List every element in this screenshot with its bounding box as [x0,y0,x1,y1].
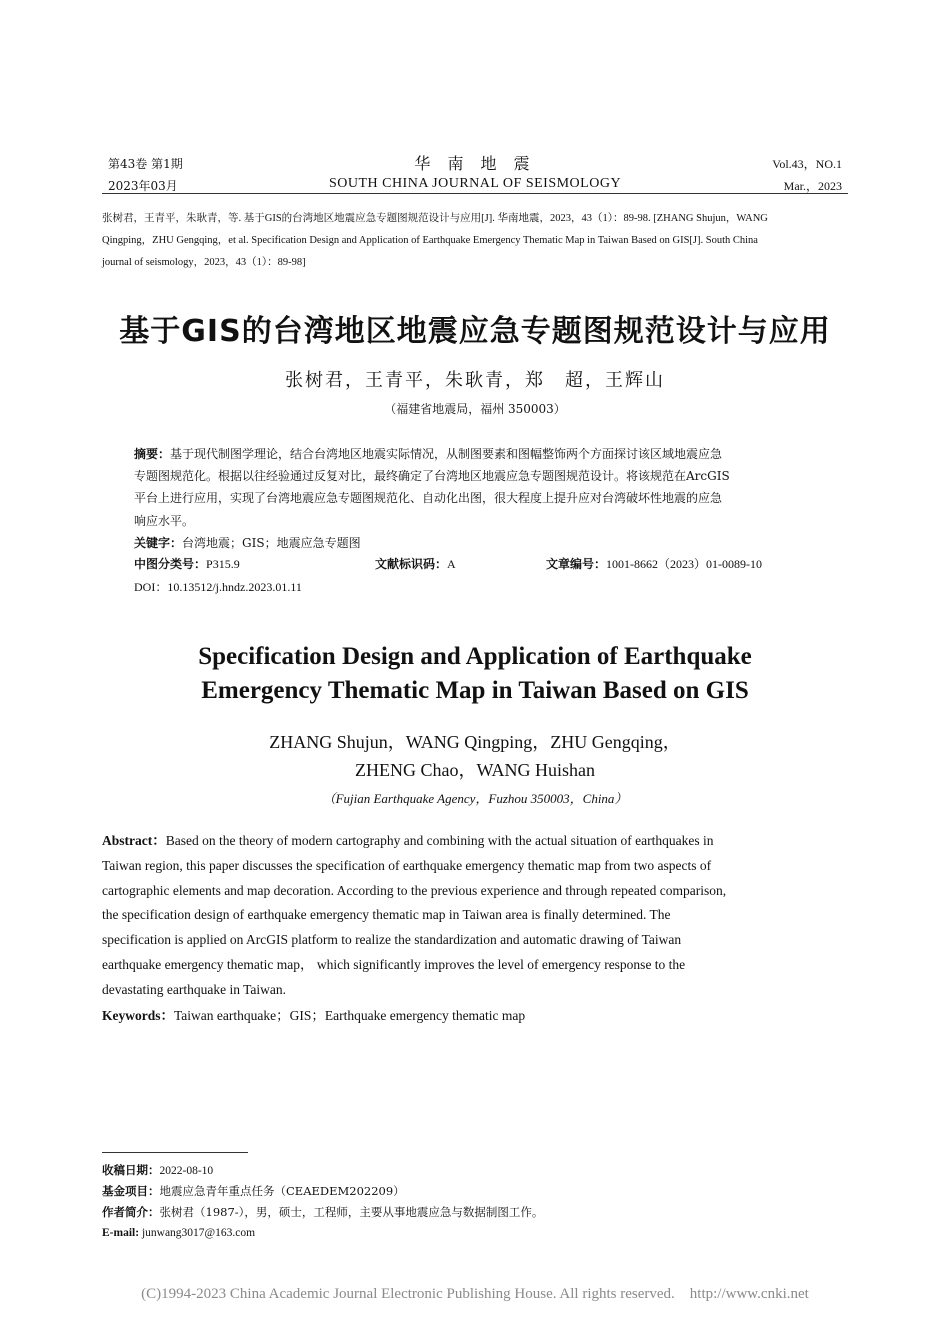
abstract-en-line: the specification design of earthquake emergency thematic map in Taiwan area is finally determined. The [102,907,671,923]
date-en: Mar.，2023 [783,179,842,193]
journal-name-cn: 华 南 地 震 [414,154,536,173]
authors-en-line: ZHANG Shujun，WANG Qingping，ZHU Gengqing， [269,732,681,752]
abstract-cn-line: 专题图规范化。根据以往经验通过反复对比，最终确定了台湾地区地震应急专题图规范设计。将该规范在ArcGIS [134,469,730,483]
abstract-cn [134,443,816,466]
keywords-en-value: Taiwan earthquake；GIS；Earthquake emergency thematic map [174,1008,526,1023]
footnote-rule [102,1152,248,1153]
publication-date: 2023年03月 [108,179,178,193]
clc-label: 中图分类号： [134,557,207,571]
keywords-cn-label: 关键字： [134,536,183,550]
authors-en [0,728,950,784]
doc-value: A [447,557,456,571]
clc-value: P315.9 [206,557,240,571]
affiliation-cn: （福建省地震局，福州 350003） [384,402,566,416]
journal-name-en: SOUTH CHINA JOURNAL OF SEISMOLOGY [328,176,622,191]
doi: DOI：10.13512/j.hndz.2023.01.11 [134,580,302,594]
abstract-cn-line: 平台上进行应用，实现了台湾地震应急专题图规范化、自动化出图，很大程度上提升应对台湾破坏性地震的应急 [134,491,723,505]
abstract-cn-line: 响应水平。 [134,514,195,528]
keywords-cn [134,532,816,555]
abstract-en-line: Taiwan region, this paper discusses the specification of earthquake emergency thematic map from two aspects of [102,857,712,873]
authors-cn: 张树君，王青平，朱耿青，郑 超，王辉山 [285,370,665,391]
citation-line: 张树君，王青平，朱耿青，等. 基于GIS的台湾地区地震应急专题图规范设计与应用[J]. 华南地震，2023，43（1）：89-98. [ZHANG Shujun，WANG [102,213,768,224]
affiliation-en: （Fujian Earthquake Agency，Fuzhou 350003，China） [322,791,628,806]
abstract-cn-label: 摘要： [134,447,171,461]
keywords-cn-value: 台湾地震；GIS；地震应急专题图 [182,536,361,550]
abstract-cn-line: 基于现代制图学理论，结合台湾地区地震实际情况，从制图要素和图幅整饰两个方面探讨该区域地震应急 [170,447,723,461]
copyright-footer: (C)1994-2023 China Academic Journal Electronic Publishing House. All rights reserved. http://www.cnki.net [141,1286,809,1302]
footnote-received: 收稿日期：2022-08-10 [102,1163,214,1177]
keywords-en-label: Keywords： [102,1008,174,1023]
footnote-funding: 基金项目：地震应急青年重点任务（CEAEDEM202209） [102,1184,405,1198]
keywords-en [102,1004,525,1024]
authors-en-line: ZHENG Chao，WANG Huishan [355,760,595,780]
abstract-en-line: Abstract：Based on the theory of modern cartography and combining with the actual situation of earthquakes in [102,833,714,848]
abstract-en-line: specification is applied on ArcGIS platform to realize the standardization and automatic drawing of Taiwan [102,932,682,948]
abstract-en-line: earthquake emergency thematic map， which significantly improves the level of emergency response to the [102,956,686,972]
article-value: 1001-8662（2023）01-0089-10 [606,557,763,571]
title-cn: 基于GIS的台湾地区地震应急专题图规范设计与应用 [119,314,831,349]
footnote-author-bio: 作者简介：张树君（1987-），男，硕士，工程师，主要从事地震应急与数据制图工作。 [102,1205,544,1219]
document-code [375,555,456,572]
citation-line: journal of seismology，2023，43（1）：89-98] [102,257,306,268]
title-en-line: Emergency Thematic Map in Taiwan Based on GIS [201,677,749,704]
title-en-line: Specification Design and Application of Earthquake [198,643,752,670]
abstract-en-line: devastating earthquake in Taiwan. [102,981,286,997]
abstract-en [102,829,848,1003]
volume-issue: 第43卷 第1期 [108,157,183,171]
header-rule [102,193,848,194]
citation-line: Qingping，ZHU Gengqing，et al. Specification Design and Application of Earthquake Emergency Thematic Map in Taiwan Based on GIS[J]. South China [102,235,758,246]
abstract-en-label: Abstract： [102,833,166,848]
doc-label: 文献标识码： [375,557,448,571]
abstract-en-line: cartographic elements and map decoration. According to the previous experience and through repeated comparison, [102,882,727,898]
clc-number [134,555,240,572]
volume-en: Vol.43，NO.1 [772,157,842,171]
title-en [0,640,950,708]
article-label: 文章编号： [546,557,607,571]
article-number [546,555,762,572]
footnote-email: E-mail: junwang3017@163.com [102,1227,256,1239]
